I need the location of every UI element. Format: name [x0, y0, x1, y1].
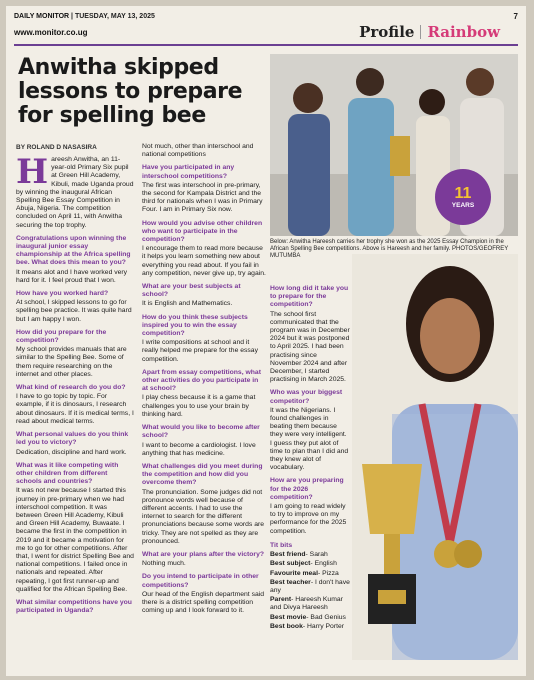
answer-text: Dedication, discipline and hard work.: [16, 448, 127, 456]
tit-bit-item: [270, 623, 350, 631]
qa-list-1: [16, 235, 134, 616]
qa-list-2: [142, 143, 266, 615]
question-text: How would you advise other children who want to participate in the competition?: [142, 219, 263, 244]
question-text: How do you think these subjects inspired you to win the essay competition?: [142, 313, 248, 338]
tit-bit-value: - Pizza: [317, 569, 339, 577]
answer-text: My school provides manuals that are similar to the Spelling Bee. Some of them require researching on the internet and other places.: [16, 346, 127, 378]
age-badge: [435, 169, 491, 225]
answer-text: It was the Nigerians. I found challenges in beating them because they were very intelligent. I guess they put alot of time to plan than I did and they knew alot of vocabulary.: [270, 406, 349, 472]
question-text: What was it like competing with other children from different schools and countries?: [16, 461, 119, 486]
question-text: Have you participated in any interschool competitions?: [142, 164, 235, 180]
publication-name: DAILY MONITOR: [14, 12, 70, 20]
answer-text: The school first communicated that the program was in December 2024 but it was postponed to April 2025. I had been practising since November 2024 and after December, I started practising in March 2025.: [270, 310, 350, 384]
answer-text: The pronunciation. Some judges did not pronounce words well because of different accents. I had to use the internet to search for the different pronunciations because some words are tricky. They are not spelled as they are pronounced.: [142, 488, 265, 545]
tit-bit-key: Best movie: [270, 613, 307, 621]
tit-bit-key: Best friend: [270, 551, 306, 559]
question-text: What would you like to become after school?: [142, 424, 260, 440]
section-profile: Profile: [359, 23, 415, 41]
question-text: Who was your biggest competitor?: [270, 389, 343, 405]
question-text: How have you worked hard?: [16, 290, 109, 298]
question-text: What personal values do you think led you to victory?: [16, 431, 129, 447]
question-text: Apart from essay competitions, what other activities do you participate in at school?: [142, 368, 261, 393]
answer-text: It was not new because I started this journey in pre-primary when we had interschool competition. It was between Green Hill Academy, Kibuli and Green Hill Academy, Buwaate. I became the first in the competition in 2019 and it became a motivation for me to go for other competitions. After that, I went for district Spelling Bee and national competitions. I failed once in nationals and repeated. After repeating, I got first runner-up and qualified for the African Spelling Bee.: [16, 487, 134, 593]
tit-bit-value: - Bad Genius: [306, 613, 346, 621]
byline: BY ROLAND D NASASIRA: [16, 144, 97, 151]
answer-text: The first was interschool in pre-primary, the second for Kampala District and the third for nationals when I was in Primary Four. I am in Primary Six now.: [142, 181, 263, 214]
header-rule: [14, 44, 518, 46]
tit-bit-item: [270, 560, 350, 568]
answer-text: At school, I skipped lessons to go for spelling bee practice. It was quite hard but I am happy I won.: [16, 299, 132, 323]
section-brand: [359, 23, 500, 41]
column-1: [16, 152, 134, 615]
question-text: Congratulations upon winning the inaugural junior essay championship at the Africa spelling bee. What does this mean to you?: [16, 234, 131, 267]
page-header: DAILY MONITOR | TUESDAY, MAY 13, 2025 7: [14, 11, 518, 21]
question-text: What are your plans after the victory?: [142, 550, 264, 558]
drop-cap: H: [16, 152, 49, 192]
intro-paragraph: [16, 152, 134, 230]
tit-bit-key: Best subject: [270, 560, 311, 568]
tit-bit-key: Best book: [270, 622, 303, 630]
tit-bit-value: - Harry Porter: [302, 622, 345, 630]
newspaper-page: [6, 6, 526, 676]
answer-text: Not much, other than interschool and national competitions: [142, 143, 254, 159]
tit-bit-value: - I don't have any: [270, 578, 350, 594]
tit-bit-item: [270, 614, 350, 622]
issue-date: TUESDAY, MAY 13, 2025: [74, 12, 155, 20]
age-number: 11: [454, 184, 472, 202]
question-text: How are you preparing for the 2026 competition?: [270, 477, 344, 501]
section-rainbow: Rainbow: [427, 23, 500, 41]
question-text: What are your best subjects at school?: [142, 283, 241, 299]
trophy-photo-illustration: [352, 254, 518, 660]
page-number: 7: [513, 11, 518, 21]
question-text: What similar competitions have you participated in Uganda?: [16, 598, 132, 615]
intro-text: areesh Anwitha, an 11-year-old Primary Six pupil at Green Hill Academy, Kibuli, made Uganda proud by winning the inaugural African Spelling Bee Essay Competition in Abuja, Nigeria. The competition concluded on April 11, with Anwitha securing the top trophy.: [16, 156, 134, 229]
answer-text: I encourage them to read more because it helps you learn something new about everything you read about. If you fail in any competition, never give up, try again.: [142, 245, 266, 277]
trophy-photo: [352, 254, 518, 660]
tit-bit-key: Parent: [270, 596, 292, 604]
age-label: YEARS: [451, 201, 475, 209]
question-text: How long did it take you to prepare for the competition?: [270, 285, 349, 309]
question-text: Do you intend to participate in other competitions?: [142, 573, 259, 589]
column-2: [142, 142, 266, 615]
question-text: How did you prepare for the competition?: [16, 328, 107, 345]
tit-bit-item: [270, 551, 350, 559]
question-text: What challenges did you meet during the competition and how did you overcome them?: [142, 462, 263, 487]
answer-text: I want to become a cardiologist. I love anything that has medicine.: [142, 441, 256, 457]
tit-bits-list: [270, 551, 350, 631]
question-text: What kind of research do you do?: [16, 384, 126, 392]
section-divider: [420, 25, 421, 39]
answer-text: I have to go topic by topic. For example, if it is dinosaurs, I research about dinosaurs. If it is medical terms, I read about medical terms.: [16, 393, 134, 425]
tit-bit-key: Best teacher: [270, 578, 311, 586]
tit-bit-value: - English: [310, 560, 337, 568]
answer-text: I play chess because it is a game that challenges you to use your brain by thinking hard.: [142, 394, 256, 418]
answer-text: I am going to read widely to try to improve on my performance for the 2025 competition.: [270, 503, 347, 535]
tit-bit-value: - Sarah: [305, 551, 328, 559]
answer-text: Nothing much.: [142, 560, 186, 568]
answer-text: Our head of the English department said there is a district spelling competition coming up and I look forward to it.: [142, 590, 265, 615]
column-3: [270, 280, 350, 631]
tit-bits-title: Tit bits: [270, 541, 293, 549]
answer-text: It means alot and I have worked very hard for it. I feel proud that I won.: [16, 268, 128, 284]
answer-text: It is English and Mathematics.: [142, 300, 233, 308]
website-url: www.monitor.co.ug: [14, 28, 88, 37]
qa-list-3: [270, 285, 350, 536]
article-headline: Anwitha skipped lessons to prepare for spelling bee: [18, 55, 243, 128]
answer-text: I write compositions at school and it really helped me prepare for the essay competition.: [142, 339, 258, 363]
tit-bit-value: - Hareesh Kumar and Divya Hareesh: [270, 596, 343, 612]
tit-bit-key: Favourite meal: [270, 569, 318, 577]
tit-bit-item: [270, 579, 350, 595]
tit-bit-item: [270, 570, 350, 578]
tit-bit-item: [270, 596, 350, 612]
photo-caption: Below: Anwitha Hareesh carries her trophy she won as the 2025 Essay Champion in the African Spelling Bee competitions. Above is Hareesh and her family. PHOTOS/GEOFREY MUTUMBA: [270, 239, 509, 259]
